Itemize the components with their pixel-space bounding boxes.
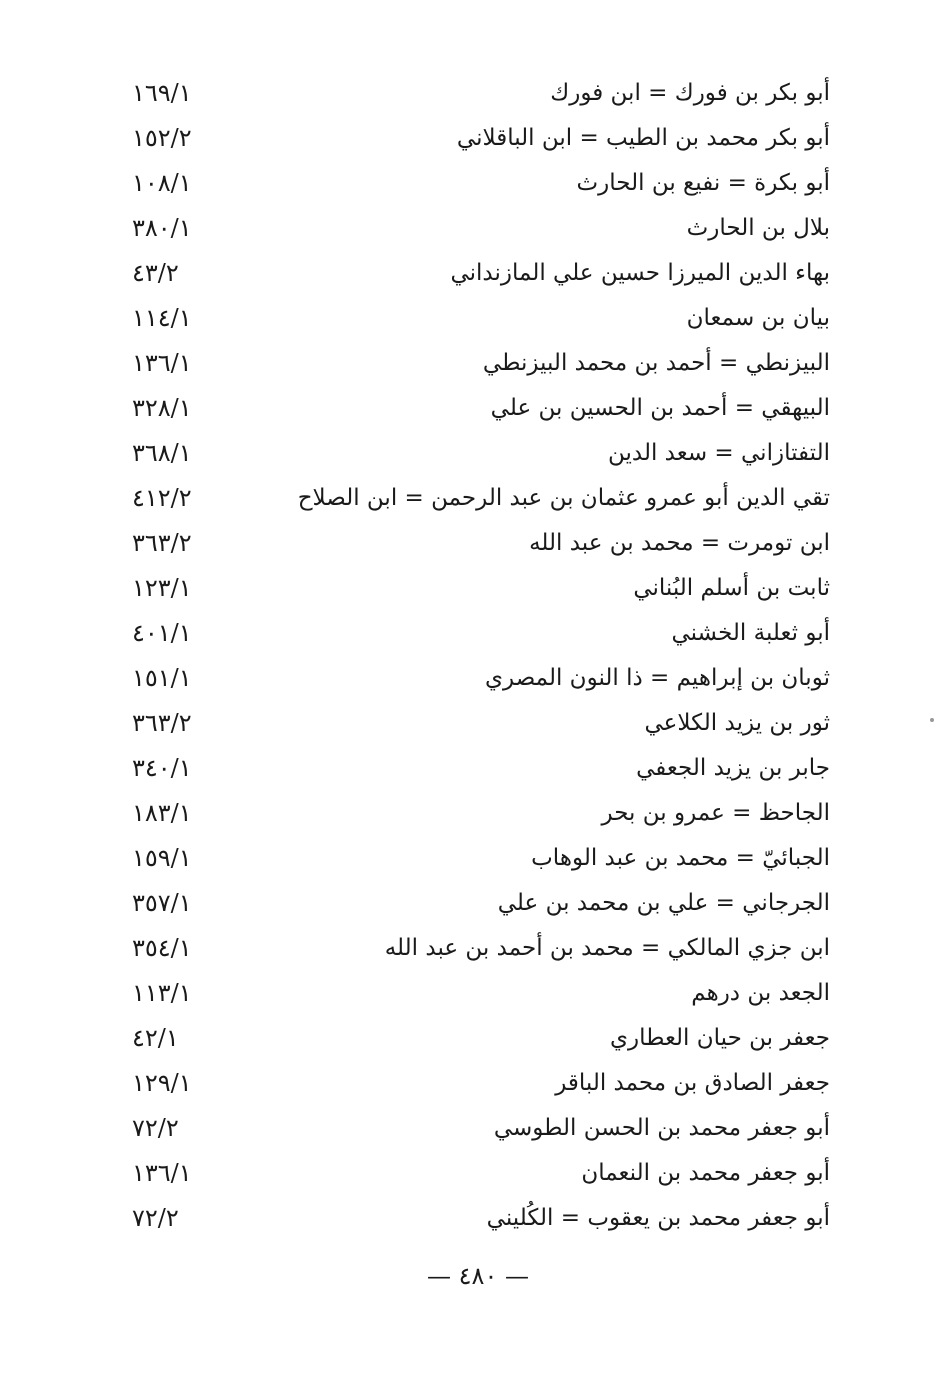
entry-name: الجبائيّ = محمد بن عبد الوهاب [531,844,830,871]
entry-page-ref: ٤٠١/١ [132,618,192,647]
entry-page-ref: ١٢٩/١ [132,1068,192,1097]
index-entry [120,700,830,745]
entry-page-ref: ١٢٣/١ [132,573,192,602]
entry-name: الجرجاني = علي بن محمد بن علي [497,889,830,916]
entry-page-ref: ١٣٦/١ [132,1158,192,1187]
index-entry [120,340,830,385]
entry-page-ref: ٣٥٧/١ [132,888,192,917]
index-entry [120,1015,830,1060]
index-entry [120,610,830,655]
entry-page-ref: ١١٣/١ [132,978,192,1007]
entry-page-ref: ٤١٢/٢ [132,483,192,512]
index-entry [120,790,830,835]
index-entry [120,295,830,340]
index-entry [120,250,830,295]
entry-name: أبو بكر محمد بن الطيب = ابن الباقلاني [456,124,830,151]
index-entry [120,205,830,250]
page-number: — ٤٨٠ — [427,1262,529,1290]
entry-name: ابن جزي المالكي = محمد بن أحمد بن عبد الله [384,934,830,961]
entry-page-ref: ١٥٢/٢ [132,123,192,152]
entry-name: بلال بن الحارث [686,214,830,241]
entry-name: بهاء الدين الميرزا حسين علي المازنداني [450,259,830,286]
entry-page-ref: ٣٨٠/١ [132,213,192,242]
entry-page-ref: ٣٦٣/٢ [132,528,192,557]
index-entry [120,1150,830,1195]
entry-name: ثوبان بن إبراهيم = ذا النون المصري [485,664,830,691]
entry-name: جابر بن يزيد الجعفي [636,754,830,781]
entry-name: أبو بكر بن فورك = ابن فورك [550,79,830,106]
index-entry [120,115,830,160]
entry-page-ref: ٣٥٤/١ [132,933,192,962]
index-entry [120,520,830,565]
scan-speck [930,718,934,722]
entry-page-ref: ١٠٨/١ [132,168,192,197]
index-entry [120,655,830,700]
entry-page-ref: ١٨٣/١ [132,798,192,827]
index-entry [120,1195,830,1240]
index-entry [120,880,830,925]
index-entry [120,1060,830,1105]
entry-name: أبو ثعلبة الخشني [671,619,830,646]
index-entry [120,475,830,520]
entry-name: تقي الدين أبو عمرو عثمان بن عبد الرحمن = ابن الصلاح [297,484,830,511]
entry-page-ref: ١٦٩/١ [132,78,192,107]
index-list [120,70,830,1240]
entry-name: أبو جعفر محمد بن يعقوب = الكُليني [486,1204,830,1231]
entry-page-ref: ٤٢/١ [132,1023,179,1052]
entry-name: البيهقي = أحمد بن الحسين بن علي [490,394,830,421]
entry-name: جعفر الصادق بن محمد الباقر [555,1069,830,1096]
entry-name: أبو جعفر محمد بن الحسن الطوسي [493,1114,830,1141]
index-entry [120,430,830,475]
entry-name: التفتازاني = سعد الدين [607,439,830,466]
entry-page-ref: ٣٢٨/١ [132,393,192,422]
entry-page-ref: ٣٤٠/١ [132,753,192,782]
index-entry [120,160,830,205]
entry-name: ثور بن يزيد الكلاعي [644,709,830,736]
entry-name: الجاحظ = عمرو بن بحر [601,799,830,826]
index-entry [120,565,830,610]
entry-page-ref: ١٣٦/١ [132,348,192,377]
entry-name: البيزنطي = أحمد بن محمد البيزنطي [482,349,830,376]
index-entry [120,835,830,880]
entry-name: ابن تومرت = محمد بن عبد الله [529,529,830,556]
entry-page-ref: ١٥١/١ [132,663,192,692]
index-entry [120,70,830,115]
entry-name: الجعد بن درهم [691,979,830,1006]
entry-page-ref: ٣٦٨/١ [132,438,192,467]
entry-page-ref: ١٥٩/١ [132,843,192,872]
entry-name: أبو جعفر محمد بن النعمان [581,1159,830,1186]
entry-name: ثابت بن أسلم البُناني [633,574,830,601]
entry-name: بيان بن سمعان [686,304,830,331]
entry-page-ref: ٤٣/٢ [132,258,179,287]
entry-page-ref: ٧٢/٢ [132,1203,179,1232]
entry-page-ref: ١١٤/١ [132,303,192,332]
index-entry [120,1105,830,1150]
index-entry [120,925,830,970]
entry-name: جعفر بن حيان العطاري [609,1024,830,1051]
index-entry [120,745,830,790]
entry-page-ref: ٣٦٣/٢ [132,708,192,737]
entry-name: أبو بكرة = نفيع بن الحارث [576,169,830,196]
index-entry [120,970,830,1015]
entry-page-ref: ٧٢/٢ [132,1113,179,1142]
index-entry [120,385,830,430]
